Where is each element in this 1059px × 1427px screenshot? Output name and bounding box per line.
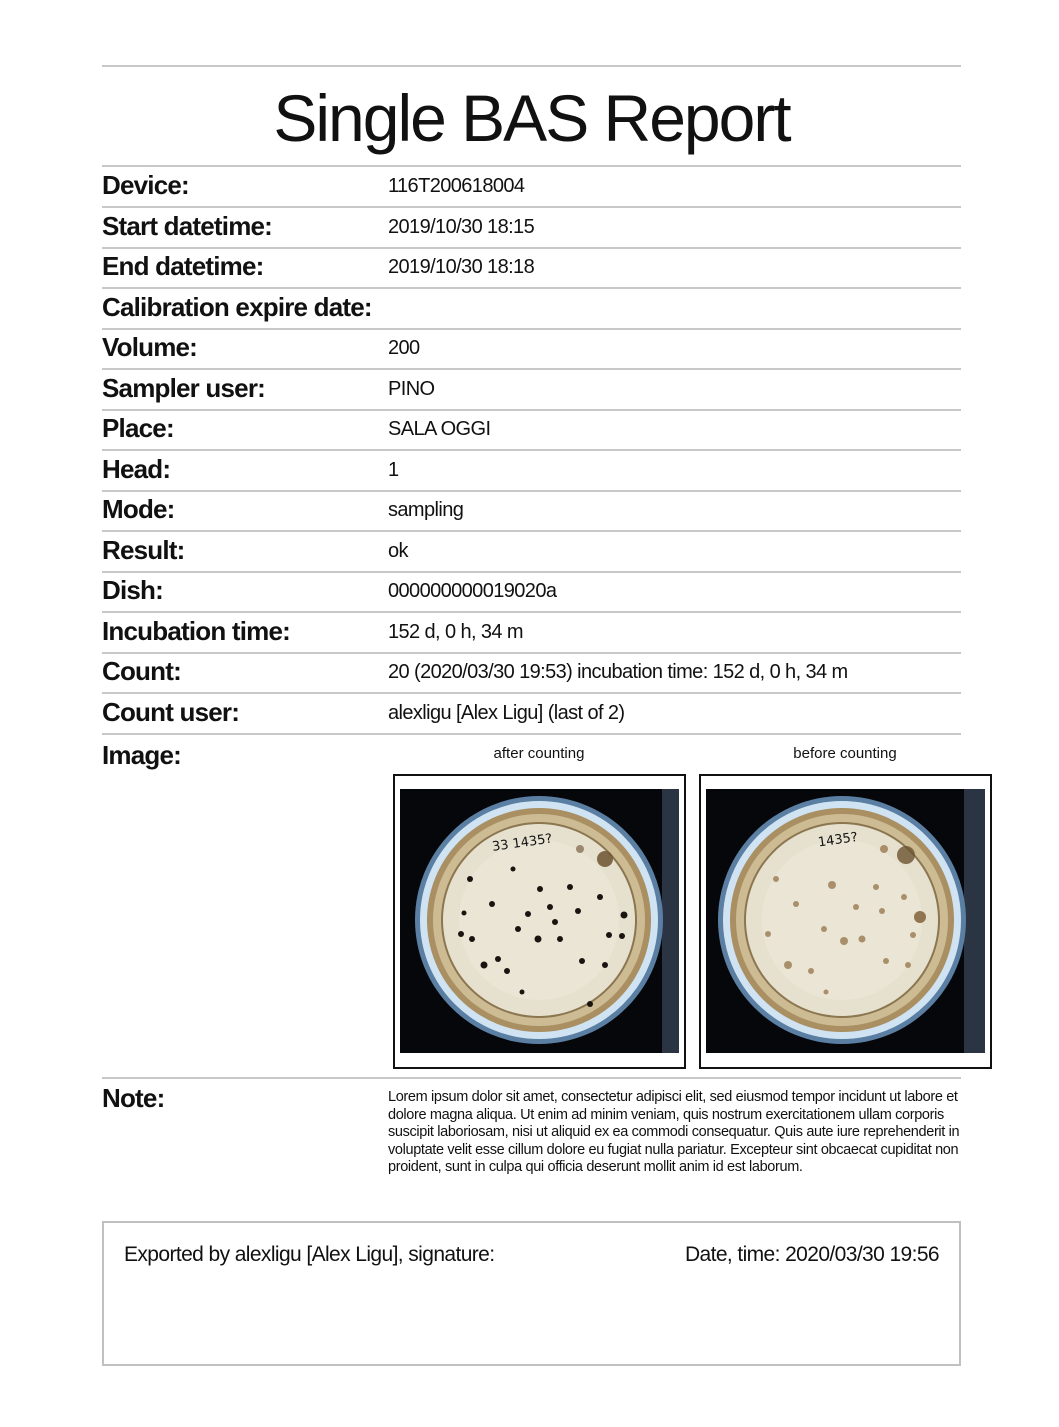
field-label: Start datetime: [102, 211, 273, 241]
field-row-head [102, 450, 961, 490]
field-value: 200 [388, 337, 420, 359]
field-value: 116T200618004 [388, 175, 525, 197]
exported-by-text: Exported by alexligu [Alex Ligu], signature: [124, 1243, 495, 1266]
top-divider [102, 65, 961, 67]
page-title: Single BAS Report [273, 81, 790, 155]
field-value: 2019/10/30 18:15 [388, 216, 535, 238]
field-label: Mode: [102, 494, 175, 524]
field-label: Dish: [102, 575, 164, 605]
field-value: SALA OGGI [388, 418, 491, 440]
field-value: 152 d, 0 h, 34 m [388, 621, 523, 643]
note-divider [102, 1077, 961, 1079]
field-row-dish [102, 571, 961, 611]
field-row-start-datetime [102, 207, 961, 247]
field-label: Incubation time: [102, 616, 290, 646]
field-row-incubation-time [102, 612, 961, 652]
field-row-volume [102, 328, 961, 368]
field-value: 20 (2020/03/30 19:53) incubation time: 152 d, 0 h, 34 m [388, 661, 848, 683]
field-label: Result: [102, 535, 185, 565]
field-row-sampler-user [102, 369, 961, 409]
field-row-end-datetime [102, 247, 961, 287]
field-label: Device: [102, 170, 189, 200]
field-value: 000000000019020a [388, 580, 557, 602]
note-text: Lorem ipsum dolor sit amet, consectetur adipisci elit, sed eiusmod tempor incidunt ut labore et dolore magna aliqua. Ut enim ad minim veniam, quis nostrum exercitationem ullam corporis suscipit laboriosam, nisi ut aliquid ex ea commodi consequatur. Quis aute iure reprehenderit in voluptate velit esse cillum dolore eu fugiat nulla pariatur. Excepteur sint obcaecat cupiditat non proident, sunt in culpa qui officia deserunt mollit anim id est laborum. [388, 1089, 960, 1176]
field-label: Place: [102, 413, 174, 443]
field-label: End datetime: [102, 251, 264, 281]
field-value: alexligu [Alex Ligu] (last of 2) [388, 702, 625, 724]
field-row-result [102, 531, 961, 571]
image-label: Image: [102, 740, 182, 770]
row-divider [102, 733, 961, 735]
field-value: PINO [388, 378, 435, 400]
field-row-count-user [102, 693, 961, 733]
petri-dish-after-counting-photo [400, 789, 679, 1053]
dish-marking-text: 1435? [817, 830, 859, 851]
export-footer-box [102, 1221, 961, 1366]
field-label: Calibration expire date: [102, 292, 372, 322]
after-counting-caption: after counting [493, 745, 585, 762]
after-counting-image-frame [393, 774, 686, 1069]
export-datetime-text: Date, time: 2020/03/30 19:56 [684, 1243, 939, 1266]
field-row-mode [102, 490, 961, 530]
field-row-device [102, 166, 961, 206]
before-counting-image-frame [699, 774, 992, 1069]
field-value: 2019/10/30 18:18 [388, 256, 535, 278]
field-label: Count user: [102, 697, 240, 727]
field-label: Sampler user: [102, 373, 266, 403]
field-label: Volume: [102, 332, 198, 362]
field-label: Head: [102, 454, 171, 484]
field-value: sampling [388, 499, 464, 521]
field-row-calibration-expire-date [102, 288, 961, 328]
field-value: 1 [388, 459, 399, 481]
before-counting-caption: before counting [793, 745, 897, 762]
field-value: ok [388, 540, 408, 562]
note-label: Note: [102, 1083, 165, 1113]
petri-dish-before-counting-photo [706, 789, 985, 1053]
field-row-count [102, 652, 961, 692]
field-row-place [102, 409, 961, 449]
field-label: Count: [102, 656, 181, 686]
dish-marking-text: 33 1435? [491, 831, 554, 855]
